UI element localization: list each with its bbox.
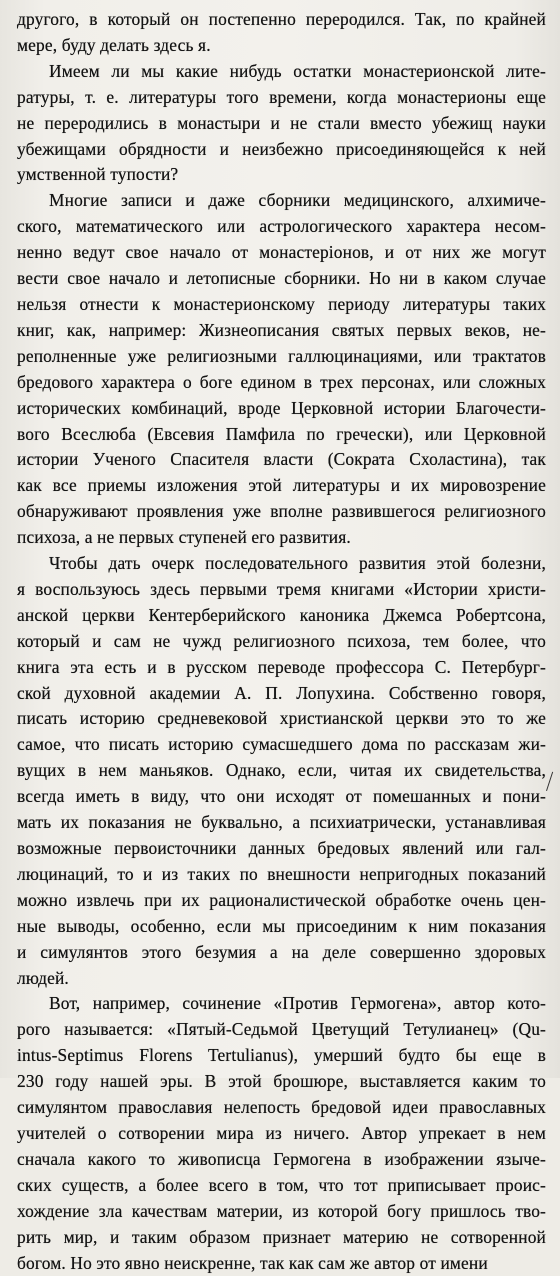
text-line: рить мир, и таким образом признает материю не сотворенной (17, 1225, 546, 1251)
text-line: вущих в нем маньяков. Однако, если, читая их свидетельства, (17, 758, 546, 784)
text-line: Имеем ли мы какие нибудь остатки монастерионской лите- (17, 59, 546, 85)
text-line: другого, в который он постепенно переродился. Так, по крайней (17, 7, 546, 33)
text-line: Многие записи и даже сборники медицинского, алхимиче- (17, 188, 546, 214)
text-line: писать историю средневековой христианской церкви это то же (17, 706, 546, 732)
text-line: intus-Septimus Florens Tertulianus), умерший будто бы еще в (17, 1043, 546, 1069)
text-paragraph (17, 551, 546, 991)
text-line: бредового характера о боге едином в трех персонах, или сложных (17, 370, 546, 396)
text-line: книга эта есть и в русском переводе профессора С. Петербург- (17, 655, 546, 681)
text-line: и симулянтов этого безумия а на деле совершенно здоровых (17, 940, 546, 966)
text-line: люцинаций, то и из таких по внешности непригодных показаний (17, 862, 546, 888)
text-line: исторических комбинаций, вроде Церковной истории Благочести- (17, 396, 546, 422)
text-line: я воспользуюсь здесь первыми тремя книгами «Истории христи- (17, 577, 546, 603)
text-line: всегда иметь в виду, что они исходят от помешанных и пони- (17, 784, 546, 810)
text-line: хождение зла качествам материи, из которой богу пришлось тво- (17, 1199, 546, 1225)
text-line: вого Всеслюба (Евсевия Памфила по гречески), или Церковной (17, 422, 546, 448)
text-line: учителей о сотворении мира из ничего. Автор упрекает в нем (17, 1121, 546, 1147)
text-line: вести свое начало и летописные сборники. Но ни в каком случае (17, 266, 546, 292)
text-line: ских существ, а более всего в том, что тот приписывает проис- (17, 1173, 546, 1199)
text-line: сначала какого то живописца Гермогена в изображении языче- (17, 1147, 546, 1173)
text-line: как все приемы изложения этой литературы и их мировозрение (17, 473, 546, 499)
text-line: анской церкви Кентерберийского каноника Джемса Робертсона, (17, 603, 546, 629)
text-line: Чтобы дать очерк последовательного развития этой болезни, (17, 551, 546, 577)
text-paragraph (17, 188, 546, 551)
margin-pencil-mark (546, 772, 557, 793)
text-line: реполненные уже религиозными галлюцинациями, или трактатов (17, 344, 546, 370)
text-line: симулянтом православия нелепость бредовой идеи православных (17, 1095, 546, 1121)
text-line: можно извлечь при их рационалистической обработке очень цен- (17, 888, 546, 914)
text-line: который и сам не чужд религиозного психоза, тем более, что (17, 629, 546, 655)
text-line: ратуры, т. е. литературы того времени, когда монастерионы еще (17, 85, 546, 111)
text-line: возможные первоисточники данных бредовых явлений или гал- (17, 836, 546, 862)
text-line: ные выводы, особенно, если мы присоединим к ним показания (17, 914, 546, 940)
text-line: психоза, а не первых ступеней его развития. (17, 525, 546, 551)
text-paragraph (17, 991, 546, 1276)
text-line: 230 году нашей эры. В этой брошюре, выставляется каким то (17, 1069, 546, 1095)
text-line: истории Ученого Спасителя власти (Сократа Схоластина), так (17, 447, 546, 473)
text-line: ского, математического или астрологического характера несом- (17, 214, 546, 240)
text-line: рого называется: «Пятый-Седьмой Цветущий Тетулианец» (Qu- (17, 1017, 546, 1043)
text-line: ненно ведут свое начало от монастерiонов, и от них же могут (17, 240, 546, 266)
text-line: ской духовной академии А. П. Лопухина. Собственно говоря, (17, 681, 546, 707)
text-line: самое, что писать историю сумасшедшего дома по рассказам жи- (17, 732, 546, 758)
text-line: умственной тупости? (17, 162, 546, 188)
text-line: богом. Но это явно неискренне, так как сам же автор от имени (17, 1251, 546, 1276)
text-line: убежищами обрядности и неизбежно присоединяющейся к ней (17, 137, 546, 163)
text-line: Вот, например, сочинение «Против Гермогена», автор кото- (17, 991, 546, 1017)
text-line: мере, буду делать здесь я. (17, 33, 546, 59)
text-line: обнаруживают проявления уже вполне развившегося религиозного (17, 499, 546, 525)
text-line: мать их показания не буквально, а психиатрически, устанавливая (17, 810, 546, 836)
text-line: нельзя отнести к монастерионскому периоду литературы таких (17, 292, 546, 318)
text-line: не переродились в монастыри и не стали вместо убежищ науки (17, 111, 546, 137)
text-line: книг, как, например: Жизнеописания святых первых веков, не- (17, 318, 546, 344)
text-line: людей. (17, 966, 546, 992)
text-paragraph (17, 59, 546, 189)
text-paragraph (17, 7, 546, 59)
